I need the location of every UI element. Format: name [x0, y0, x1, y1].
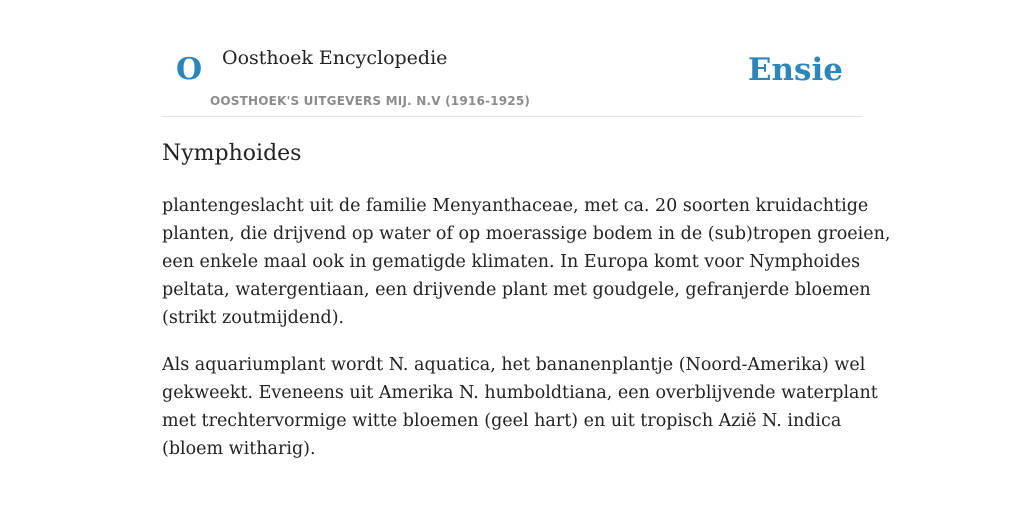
text-line: (strikt zoutmijdend).	[162, 308, 345, 328]
site-header	[162, 0, 862, 117]
publisher-label: OOSTHOEK'S UITGEVERS MIJ. N.V (1916-1925)	[210, 94, 531, 108]
text-line: een enkele maal ook in gematigde klimaten. In Europa komt voor Nymphoides	[162, 252, 861, 272]
text-line: Als aquariumplant wordt N. aquatica, het bananenplantje (Noord-Amerika) wel	[162, 355, 866, 375]
site-title[interactable]: Oosthoek Encyclopedie	[222, 47, 448, 69]
paragraph	[162, 192, 891, 332]
entry-title: Nymphoides	[162, 141, 302, 166]
text-line: plantengeslacht uit de familie Menyanthaceae, met ca. 20 soorten kruidachtige	[162, 196, 869, 216]
site-logo[interactable]: O	[176, 52, 203, 87]
text-line: planten, die drijvend op water of op moerassige bodem in de (sub)tropen groeien,	[162, 224, 891, 244]
text-line: gekweekt. Eveneens uit Amerika N. humboldtiana, een overblijvende waterplant	[162, 383, 878, 403]
text-line: met trechtervormige witte bloemen (geel hart) en uit tropisch Azië N. indica	[162, 411, 842, 431]
text-line: (bloem witharig).	[162, 439, 316, 459]
entry-body	[162, 192, 891, 482]
brand-logo[interactable]: Ensie	[747, 52, 843, 88]
text-line: peltata, watergentiaan, een drijvende plant met goudgele, gefranjerde bloemen	[162, 280, 871, 300]
paragraph	[162, 351, 878, 463]
